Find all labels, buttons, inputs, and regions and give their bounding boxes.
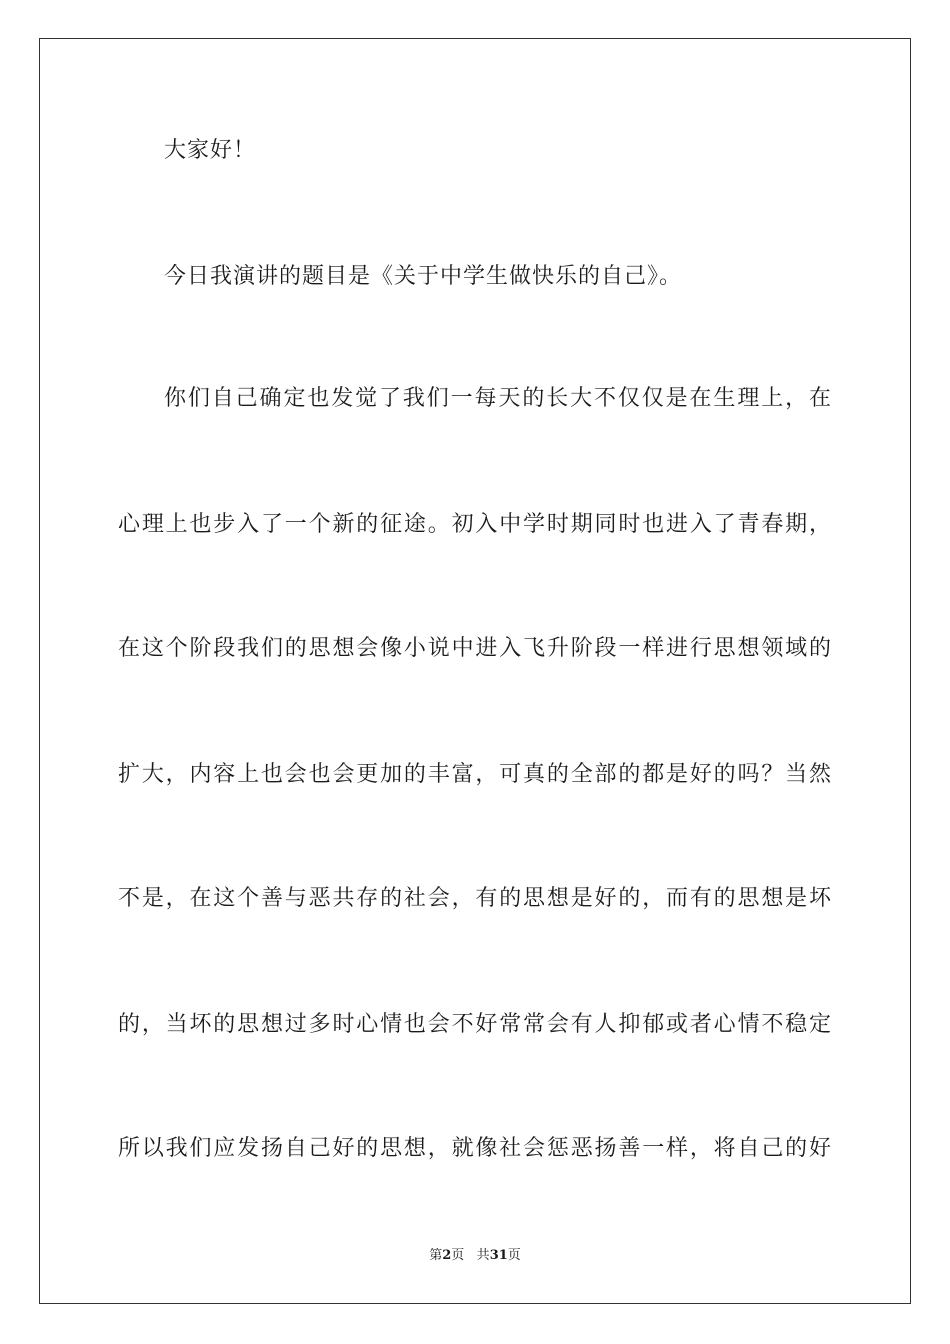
footer-page-prefix: 第 — [429, 1248, 443, 1263]
greeting-paragraph: 大家好！ — [164, 138, 257, 163]
footer-total-suffix: 页 — [507, 1248, 521, 1263]
body-line-1: 你们自己确定也发觉了我们一每天的长大不仅仅是在生理上，在 — [164, 386, 832, 411]
page-border — [39, 38, 911, 1304]
body-line-4: 扩大，内容上也会也会更加的丰富，可真的全部的都是好的吗？当然 — [118, 762, 832, 787]
body-line-6: 的，当坏的思想过多时心情也会不好常常会有人抑郁或者心情不稳定 — [118, 1012, 832, 1037]
body-line-5: 不是，在这个善与恶共存的社会，有的思想是好的，而有的思想是坏 — [118, 886, 832, 911]
title-paragraph: 今日我演讲的题目是《关于中学生做快乐的自己》。 — [164, 264, 683, 289]
footer-page-suffix: 页 — [451, 1248, 465, 1263]
footer-total-pages: 31 — [489, 1248, 508, 1263]
body-line-7: 所以我们应发扬自己好的思想，就像社会惩恶扬善一样，将自己的好 — [118, 1136, 832, 1161]
footer-page-number: 2 — [442, 1248, 452, 1263]
body-line-3: 在这个阶段我们的思想会像小说中进入飞升阶段一样进行思想领域的 — [118, 636, 832, 661]
page-footer — [0, 1246, 950, 1266]
body-line-2: 心理上也步入了一个新的征途。初入中学时期同时也进入了青春期， — [118, 512, 832, 537]
footer-total-prefix: 共 — [476, 1248, 490, 1263]
